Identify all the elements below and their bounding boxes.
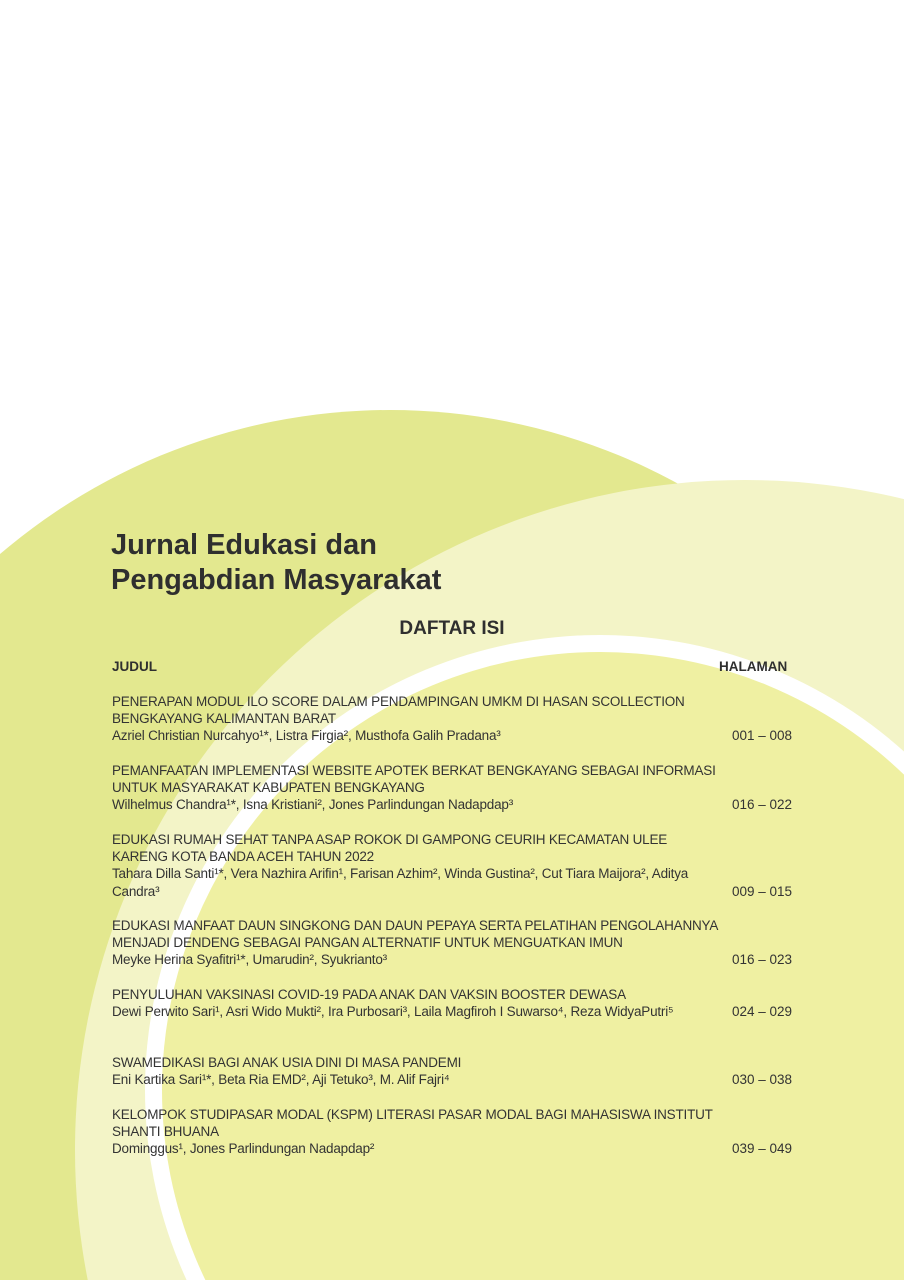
toc-entry: [112, 1106, 792, 1158]
journal-title-line-1: Jurnal Edukasi dan: [111, 529, 377, 561]
entry-pages: 016 – 023: [731, 952, 792, 968]
entry-title: EDUKASI MANFAAT DAUN SINGKONG DAN DAUN PEPAYA SERTA PELATIHAN PENGOLAHANNYA MENJADI DENDENG SEBAGAI PANGAN ALTERNATIF UNTUK MENGUATKAN IMUN: [112, 918, 718, 951]
entry-pages: 001 – 008: [731, 728, 792, 744]
entry-title: SWAMEDIKASI BAGI ANAK USIA DINI DI MASA PANDEMI: [112, 1055, 462, 1070]
toc-entry: [112, 986, 792, 1020]
toc-heading: DAFTAR ISI: [399, 618, 505, 639]
toc-entry: [112, 1054, 792, 1088]
toc-entry: [112, 917, 792, 969]
entry-title: PENERAPAN MODUL ILO SCORE DALAM PENDAMPINGAN UMKM DI HASAN SCOLLECTION BENGKAYANG KALIMANTAN BARAT: [112, 694, 685, 727]
toc-entry: [112, 831, 792, 900]
entry-pages: 024 – 029: [731, 1004, 792, 1020]
entry-title: EDUKASI RUMAH SEHAT TANPA ASAP ROKOK DI GAMPONG CEURIH KECAMATAN ULEE KARENG KOTA BANDA ACEH TAHUN 2022: [112, 832, 668, 865]
entry-title: PENYULUHAN VAKSINASI COVID-19 PADA ANAK DAN VAKSIN BOOSTER DEWASA: [112, 987, 626, 1002]
entry-title: PEMANFAATAN IMPLEMENTASI WEBSITE APOTEK BERKAT BENGKAYANG SEBAGAI INFORMASI UNTUK MASYARAKAT KABUPATEN BENGKAYANG: [112, 763, 716, 796]
entry-authors: Azriel Christian Nurcahyo¹*, Listra Firgia², Musthofa Galih Pradana³: [112, 728, 501, 744]
toc-entry: [112, 762, 792, 814]
toc-entry: [112, 693, 792, 745]
entry-pages: 009 – 015: [731, 883, 792, 899]
entry-title: KELOMPOK STUDIPASAR MODAL (KSPM) LITERASI PASAR MODAL BAGI MAHASISWA INSTITUT SHANTI BHUANA: [112, 1107, 713, 1140]
entry-authors: Tahara Dilla Santi¹*, Vera Nazhira Arifin¹, Farisan Azhim², Winda Gustina², Cut Tiara Maijora², Aditya Candra³: [112, 866, 689, 899]
entry-authors: Dewi Perwito Sari¹, Asri Wido Mukti², Ira Purbosari³, Laila Magfiroh I Suwarso⁴, Reza WidyaPutri⁵: [112, 1004, 674, 1020]
column-header-title: JUDUL: [112, 659, 158, 674]
journal-title-line-2: Pengabdian Masyarakat: [111, 564, 442, 596]
entry-authors: Wilhelmus Chandra¹*, Isna Kristiani², Jones Parlindungan Nadapdap³: [112, 797, 514, 813]
entry-pages: 030 – 038: [731, 1072, 792, 1088]
journal-title: [111, 528, 441, 598]
entry-pages: 016 – 022: [731, 797, 792, 813]
entry-authors: Meyke Herina Syafitri¹*, Umarudin², Syukrianto³: [112, 952, 387, 968]
entry-pages: 039 – 049: [731, 1141, 792, 1157]
entry-authors: Eni Kartika Sari¹*, Beta Ria EMD², Aji Tetuko³, M. Alif Fajri⁴: [112, 1072, 450, 1088]
column-header-pages: HALAMAN: [719, 659, 788, 674]
entry-authors: Dominggus¹, Jones Parlindungan Nadapdap²: [112, 1141, 375, 1157]
